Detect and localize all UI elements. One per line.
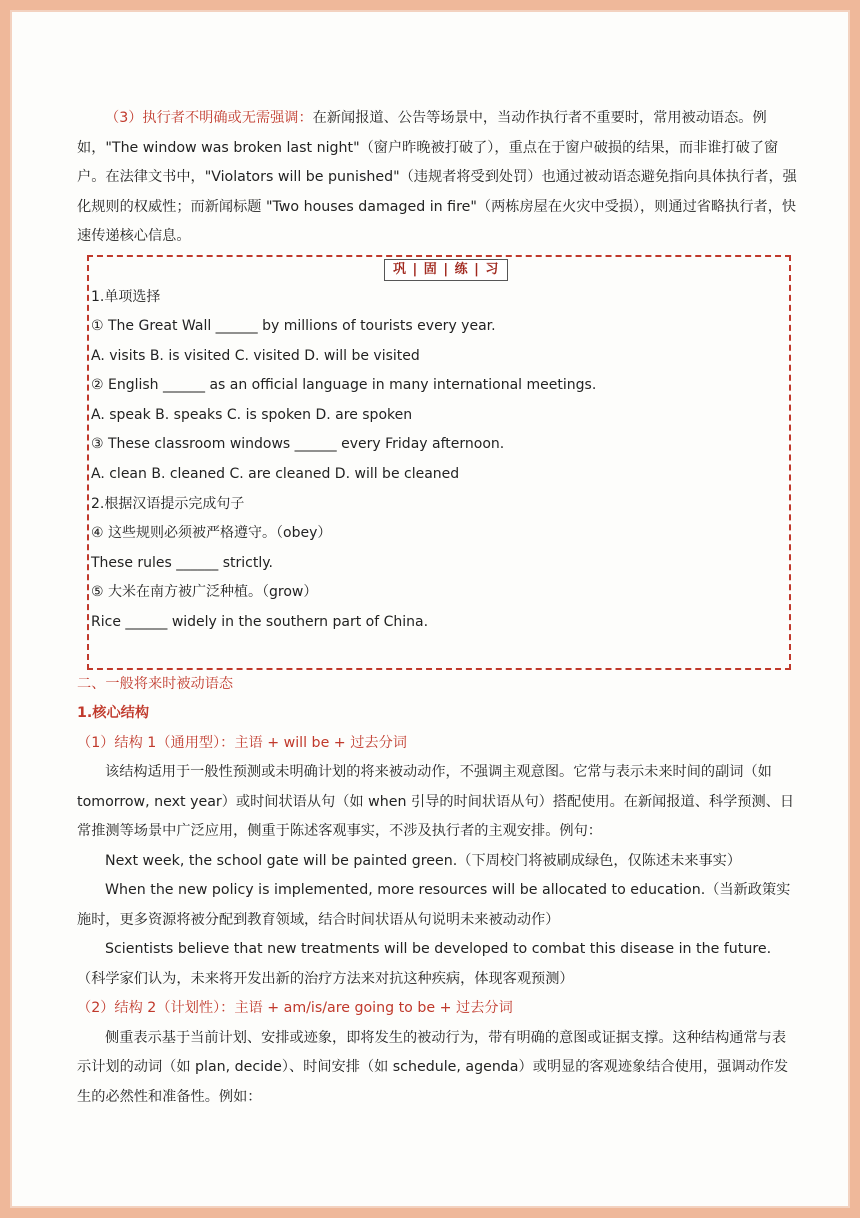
exercise-section-2: 2.根据汉语提示完成句子	[91, 495, 245, 512]
document-page	[10, 10, 850, 1208]
question-3: ③ These classroom windows ______ every Friday afternoon.	[91, 436, 505, 453]
question-2-options: A. speak B. speaks C. is spoken D. are spoken	[91, 406, 413, 423]
question-1: ① The Great Wall ______ by millions of tourists every year.	[91, 318, 496, 335]
intro-paragraph	[77, 104, 797, 252]
question-5: ⑤ 大米在南方被广泛种植。（grow）	[91, 584, 318, 601]
example-sentence-1: Next week, the school gate will be painted green.（下周校门将被刷成绿色，仅陈述未来事实）	[105, 852, 742, 869]
example-sentence-3: Scientists believe that new treatments will be developed to combat this disease in the future.（科学家们认为，未来将开发出新的治疗方法来对抗这种疾病，体现客观预测）	[77, 941, 772, 987]
section-heading: 二、一般将来时被动语态	[77, 675, 234, 692]
exercise-body	[91, 283, 781, 638]
document-content	[77, 104, 797, 1112]
question-5-answer-line: Rice ______ widely in the southern part of China.	[91, 614, 429, 631]
question-3-options: A. clean B. cleaned C. are cleaned D. will be cleaned	[91, 466, 460, 483]
structure-2-description: 侧重表示基于当前计划、安排或迹象，即将发生的被动行为，带有明确的意图或证据支撑。这种结构通常与表示计划的动词（如 plan, decide）、时间安排（如 schedule, agenda）或明显的客观迹象结合使用，强调动作发生的必然性和准备性。例如：	[77, 1029, 789, 1105]
exercise-title: 巩 | 固 | 练 | 习	[384, 259, 508, 281]
question-4-answer-line: These rules ______ strictly.	[91, 554, 273, 571]
intro-heading: （3）执行者不明确或无需强调：	[105, 110, 313, 126]
structure-1-heading: （1）结构 1（通用型）：主语 + will be + 过去分词	[77, 734, 407, 751]
example-sentence-2: When the new policy is implemented, more resources will be allocated to education.（当新政策实施时，更多资源将被分配到教育领域，结合时间状语从句说明未来被动动作）	[77, 882, 791, 928]
exercise-section-1: 1.单项选择	[91, 288, 161, 305]
section-subheading: 1.核心结构	[77, 705, 150, 721]
question-1-options: A. visits B. is visited C. visited D. will be visited	[91, 347, 420, 364]
question-2: ② English ______ as an official language in many international meetings.	[91, 377, 597, 394]
exercise-box	[87, 255, 791, 670]
structure-2-heading: （2）结构 2（计划性）：主语 + am/is/are going to be + 过去分词	[77, 1000, 513, 1016]
question-4: ④ 这些规则必须被严格遵守。（obey）	[91, 525, 332, 542]
intro-text: 在新闻报道、公告等场景中，当动作执行者不重要时，常用被动语态。例如，"The window was broken last night"（窗户昨晚被打破了），重点在于窗户破损的结果，而非谁打破了窗户。在法律文书中，"Violators will be punished"（违规者将受到处罚）也通过被动语态避免指向具体执行者，强化规则的权威性；而新闻标题 "Two houses damaged in fire"（两栋房屋在火灾中受损），则通过省略执行者，快速传递核心信息。	[77, 110, 797, 244]
structure-1-description: 该结构适用于一般性预测或未明确计划的将来被动动作，不强调主观意图。它常与表示未来时间的副词（如 tomorrow, next year）或时间状语从句（如 when 引导的时间状语从句）搭配使用。在新闻报道、科学预测、日常推测等场景中广泛应用，侧重于陈述客观事实，不涉及执行者的主观安排。例句：	[77, 764, 795, 839]
